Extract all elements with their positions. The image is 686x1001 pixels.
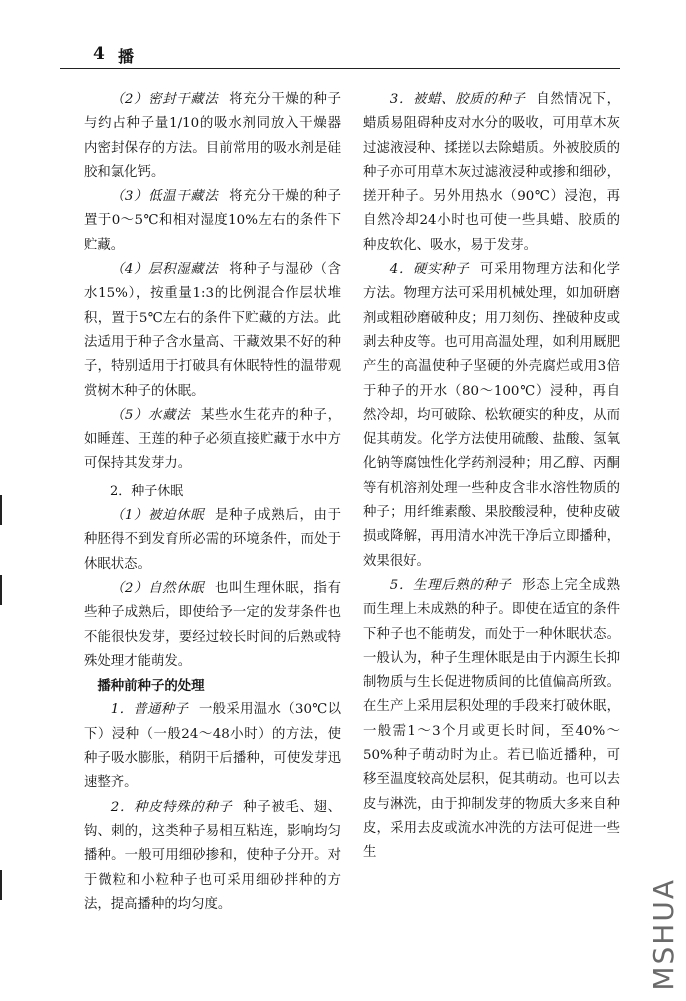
paragraph <box>84 258 341 404</box>
paragraph-text: 一般采用温水（30℃以下）浸种（一般24～48小时）的方法，使种子吸水膨胀，稍阴干后播种，可使发芽迅速整齐。 <box>84 702 341 791</box>
paragraph-text: 种子被毛、翅、钩、刺的，这类种子易相互粘连，影响均匀播种。一般可用细砂掺和，使种子分开。对于微粒和小粒种子也可采用细砂拌种的方法，提高播种的均匀度。 <box>84 799 341 912</box>
paragraph <box>84 698 341 795</box>
paragraph-lead: 5．生理后熟的种子 <box>389 577 512 593</box>
paragraph <box>84 504 341 577</box>
paragraph-lead: 2．种皮特殊的种子 <box>110 799 233 815</box>
paragraph <box>84 185 341 258</box>
header-rule <box>60 68 620 69</box>
section-title: 播 <box>118 47 135 66</box>
scan-mark <box>0 495 2 525</box>
paragraph <box>363 574 620 866</box>
paragraph-lead: 4．硬实种子 <box>389 262 470 278</box>
paragraph-lead: （2）密封干藏法 <box>110 92 219 107</box>
paragraph <box>363 88 620 258</box>
paragraph-text: 自然情况下，蜡质易阻碍种皮对水分的吸收，可用草木灰过滤液浸种、揉搓以去除蜡质。外被胶质的种子亦可用草木灰过滤液浸种或掺和细砂，搓开种子。另外用热水（90℃）浸泡，再自然冷却24小时也可使一些具蜡、胶质的种皮软化、吸水，易于发芽。 <box>363 92 620 253</box>
paragraph-text: 可采用物理方法和化学方法。物理方法可采用机械处理，如加研磨剂或粗砂磨破种皮；用刀刻伤、挫破种皮或剥去种皮等。也可用高温处理，如利用厩肥产生的高温使种子坚硬的外壳腐烂或用3倍于种子的开水（80～100℃）浸种，再自然冷却，均可破除、松软硬实的种皮，从而促其萌发。化学方法使用硫酸、盐酸、氢氧化钠等腐蚀性化学药剂浸种；用乙醇、丙酮等有机溶剂处理一些种皮含非水溶性物质的种子；用纤维素酸、果胶酸浸种，使种皮破损或降解，再用清水冲洗干净后立即播种，效果很好。 <box>363 262 620 569</box>
paragraph-text: 形态上完全成熟而生理上未成熟的种子。即使在适宜的条件下种子也不能萌发，而处于一种休眠状态。一般认为，种子生理休眠是由于内源生长抑制物质与生长促进物质间的比值偏高所致。在生产上采用层积处理的手段来打破休眠，一般需1～3个月或更长时间，至40%～50%种子萌动时为止。若已临近播种，可移至温度较高处层积，促其萌动。也可以去皮与淋洗，由于抑制发芽的物质大多来自种皮，采用去皮或流水冲洗的方法可促进一些生 <box>363 577 620 861</box>
paragraph <box>84 404 341 477</box>
paragraph-lead: 1．普通种子 <box>110 702 189 718</box>
paragraph <box>84 88 341 185</box>
watermark: MSHUA <box>647 878 680 991</box>
section-heading: 播种前种子的处理 <box>97 678 205 695</box>
paragraph-lead: 3．被蜡、胶质的种子 <box>389 92 526 107</box>
paragraph-text: 将种子与湿砂（含水15%），按重量1:3的比例混合作层状堆积，置于5℃左右的条件下贮藏的方法。此法适用于种子含水量高、干藏效果不好的种子，特别适用于打破具有休眠特性的温带观赏树木种子的休眠。 <box>84 262 341 399</box>
paragraph <box>363 258 620 574</box>
paragraph-lead: （5）水藏法 <box>110 407 191 423</box>
paragraph-text: 将充分干燥的种子置于0～5℃和相对湿度10%左右的条件下贮藏。 <box>84 189 341 253</box>
page-number: 4 <box>93 44 105 64</box>
paragraph-text: 某些水生花卉的种子，如睡莲、王莲的种子必须直接贮藏于水中方可保持其发芽力。 <box>84 407 341 472</box>
scan-mark <box>0 575 2 605</box>
paragraph-lead: （2）自然休眠 <box>110 580 205 596</box>
paragraph-text: 也叫生理休眠，指有些种子成熟后，即使给予一定的发芽条件也不能很快发芽，要经过较长时间的后熟或特殊处理才能萌发。 <box>84 580 341 669</box>
paragraph <box>84 577 341 674</box>
paragraph-lead: （1）被迫休眠 <box>110 508 205 524</box>
subsection-heading: 2．种子休眠 <box>110 483 184 499</box>
paragraph <box>84 796 341 917</box>
scan-mark <box>0 870 2 900</box>
paragraph-lead: （3）低温干藏法 <box>110 189 219 205</box>
paragraph-text: 是种子成熟后，由于种胚得不到发育所必需的环境条件，而处于休眠状态。 <box>84 508 341 572</box>
paragraph-lead: （4）层积湿藏法 <box>110 262 219 278</box>
left-column <box>84 88 341 917</box>
paragraph-text: 将充分干燥的种子与约占种子量1/10的吸水剂同放入干燥器内密封保存的方法。目前常用的吸水剂是硅胶和氯化钙。 <box>84 92 341 180</box>
page-header <box>60 38 620 64</box>
right-column <box>363 88 620 866</box>
